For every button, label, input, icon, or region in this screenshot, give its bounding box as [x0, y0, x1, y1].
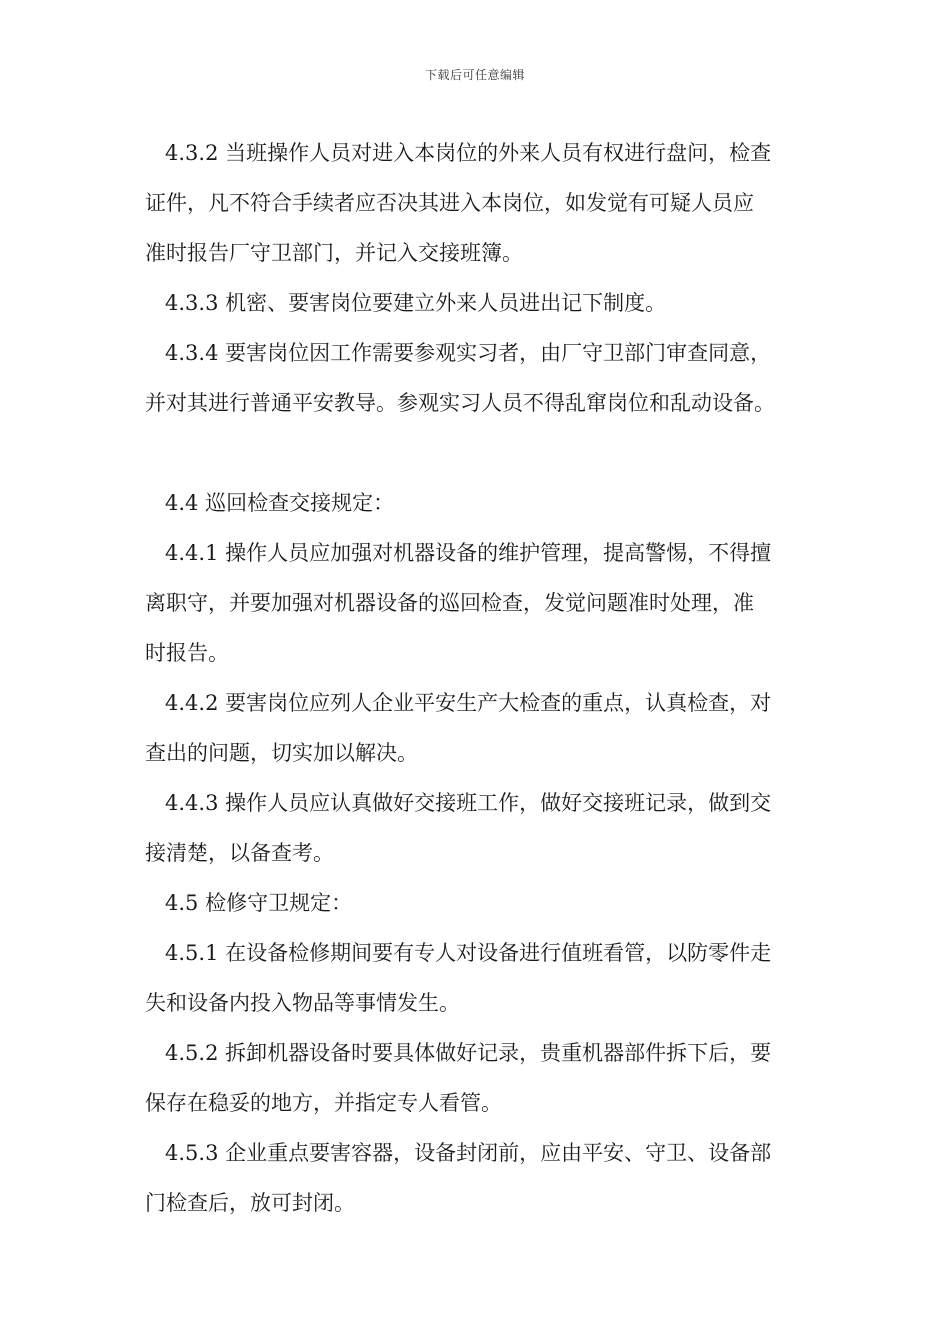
paragraph-line: 并对其进行普通平安教导。参观实习人员不得乱窜岗位和乱动设备。	[145, 391, 775, 415]
blank-line	[145, 428, 825, 478]
paragraph-4-3-2	[145, 128, 825, 278]
paragraph-line: 4.3.4 要害岗位因工作需要参观实习者，由厂守卫部门审查同意，	[165, 341, 772, 365]
section-heading: 4.5 检修守卫规定：	[165, 891, 353, 915]
paragraph-line: 4.5.1 在设备检修期间要有专人对设备进行值班看管，以防零件走	[165, 941, 772, 965]
paragraph-line: 保存在稳妥的地方，并指定专人看管。	[145, 1091, 502, 1115]
paragraph-4-3-3	[145, 278, 825, 328]
paragraph-4-4-3	[145, 778, 825, 878]
paragraph-line: 接清楚，以备查考。	[145, 841, 334, 865]
paragraph-4-5-3	[145, 1128, 825, 1228]
heading-4-4	[145, 478, 825, 528]
paragraph-4-5-2	[145, 1028, 825, 1128]
paragraph-line: 证件，凡不符合手续者应否决其进入本岗位，如发觉有可疑人员应	[145, 191, 754, 215]
paragraph-4-3-4	[145, 328, 825, 428]
paragraph-line: 时报告。	[145, 641, 229, 665]
paragraph-line: 准时报告厂守卫部门，并记入交接班簿。	[145, 241, 523, 265]
paragraph-4-4-2	[145, 678, 825, 778]
heading-4-5	[145, 878, 825, 928]
document-body	[145, 128, 825, 1228]
page-header: 下载后可任意编辑	[424, 68, 525, 82]
paragraph-line: 4.4.3 操作人员应认真做好交接班工作，做好交接班记录，做到交	[165, 791, 772, 815]
paragraph-line: 4.3.2 当班操作人员对进入本岗位的外来人员有权进行盘问，检查	[165, 141, 772, 165]
paragraph-line: 离职守，并要加强对机器设备的巡回检查，发觉问题准时处理，准	[145, 591, 754, 615]
paragraph-line: 查出的问题，切实加以解决。	[145, 741, 418, 765]
paragraph-line: 4.5.2 拆卸机器设备时要具体做好记录，贵重机器部件拆下后，要	[165, 1041, 772, 1065]
paragraph-line: 4.3.3 机密、要害岗位要建立外来人员进出记下制度。	[165, 291, 667, 315]
paragraph-4-5-1	[145, 928, 825, 1028]
paragraph-4-4-1	[145, 528, 825, 678]
paragraph-line: 4.5.3 企业重点要害容器，设备封闭前，应由平安、守卫、设备部	[165, 1141, 772, 1165]
paragraph-line: 失和设备内投入物品等事情发生。	[145, 991, 460, 1015]
paragraph-line: 4.4.2 要害岗位应列人企业平安生产大检查的重点，认真检查，对	[165, 691, 772, 715]
paragraph-line: 门检查后，放可封闭。	[145, 1191, 355, 1215]
paragraph-line: 4.4.1 操作人员应加强对机器设备的维护管理，提高警惕，不得擅	[165, 541, 772, 565]
section-heading: 4.4 巡回检查交接规定：	[165, 491, 395, 515]
